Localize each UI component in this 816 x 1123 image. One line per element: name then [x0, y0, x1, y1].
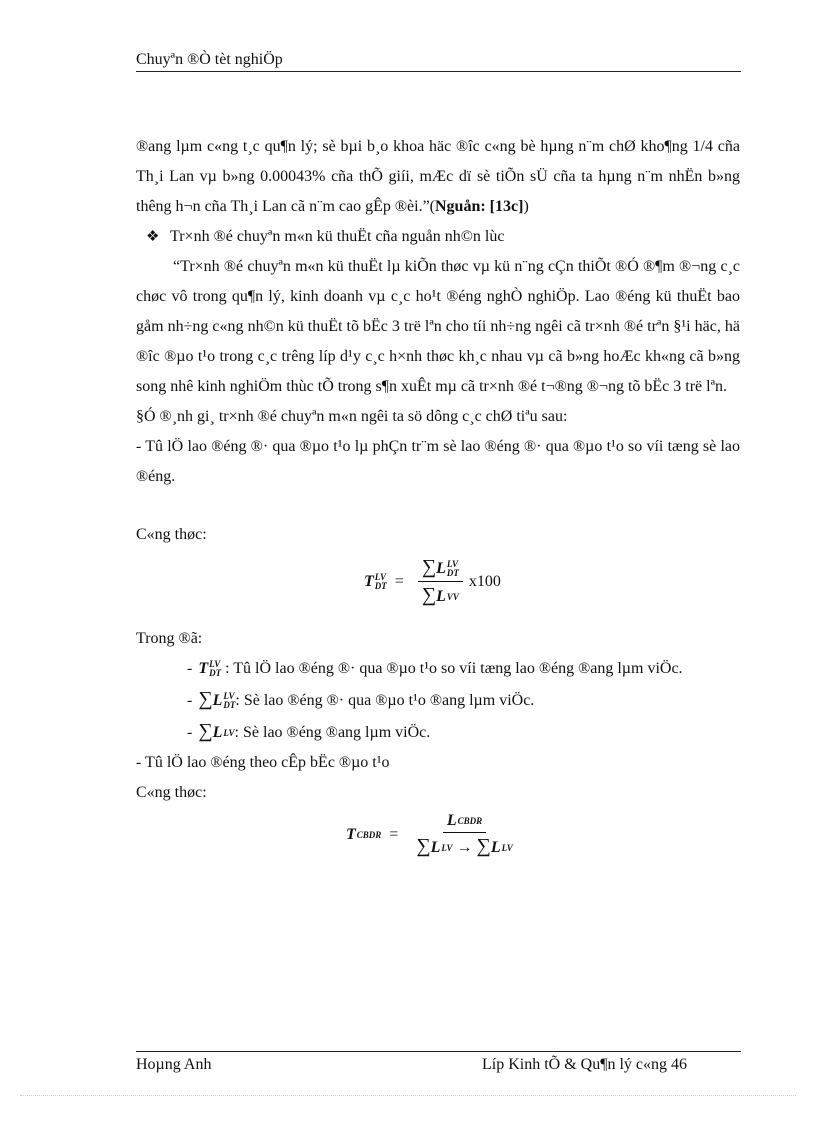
arrow-right-icon: → — [456, 839, 473, 856]
item-1-sup: LV — [209, 659, 221, 670]
formula-1-num-sub: DT — [446, 568, 459, 579]
formula-1-equals: = — [394, 572, 404, 590]
paragraph-3: §Ó ®¸nh gi¸ tr×nh ®é chuyªn m«n ngêi ta sö dông c¸c chØ tiªu sau: — [136, 408, 568, 425]
header-rule — [136, 71, 741, 72]
formula-1-label: C«ng thøc: — [136, 526, 207, 543]
formula-1-num-var: L — [436, 560, 446, 577]
footer-author: Hoµng Anh — [136, 1056, 212, 1073]
item-1-sub: DT — [209, 668, 222, 679]
definition-item-2 — [136, 684, 740, 716]
paragraph-1-end: ) — [523, 198, 529, 215]
sum-symbol: ∑ — [198, 720, 213, 742]
item-3-symbol: L — [212, 724, 223, 741]
page-body — [136, 132, 740, 882]
item-dash: - — [187, 692, 193, 709]
definition-item-3 — [136, 716, 740, 748]
item-3-sup: LV — [223, 727, 235, 738]
formula-1-fraction — [418, 556, 463, 607]
source-citation: Nguån: [13c] — [435, 198, 524, 215]
sum-symbol: ∑ — [421, 556, 437, 578]
formula-1-multiplier: x100 — [468, 572, 501, 590]
formula-1-lhs-sup: LV — [374, 571, 386, 582]
item-dash: - — [187, 724, 193, 741]
item-2-symbol: L — [212, 692, 223, 709]
formula-2-num-var: L — [446, 812, 457, 829]
item-2-text: : Sè lao ®éng ®· qua ®µo t¹o ®ang lµm viÖc. — [235, 692, 535, 709]
footer-class-page: Líp Kinh tÕ & Qu¶n lý c«ng 46 — [482, 1056, 688, 1073]
page-edge-divider — [20, 1095, 796, 1096]
section-bullet-text: Tr×nh ®é chuyªn m«n kü thuËt cña nguån nh©n lùc — [170, 228, 505, 245]
sum-symbol: ∑ — [421, 584, 437, 606]
item-3-text: : Sè lao ®éng ®ang lµm viÖc. — [234, 724, 431, 741]
formula-1-den-sup: VV — [446, 591, 459, 602]
paragraph-1-text: ®ang lµm c«ng t¸c qu¶n lý; sè bµi b¸o khoa häc ®îc c«ng bè hµng n¨m chØ kho¶ng 1/4 cña Th¸i Lan vµ b»ng 0.00043% cña thÕ giíi, mÆc dï sè tiÕn sÜ cña ta hµng n¨m nhËn b»ng thêng h¬n cña Th¸i Lan cã n¨m cao gÊp ®èi.”( — [136, 138, 740, 215]
sum-symbol: ∑ — [198, 688, 213, 710]
formula-2-lhs-sub: CBDR — [356, 829, 382, 840]
item-1-symbol: T — [198, 660, 209, 677]
formula-2-num-sub: CBDR — [457, 815, 483, 826]
item-1-text: : Tû lÖ lao ®éng ®· qua ®µo t¹o so víi tæng lao ®éng ®ang lµm viÖc. — [225, 660, 683, 677]
item-2-sub: DT — [223, 700, 236, 711]
formula-2 — [136, 808, 740, 882]
formula-1-lhs: T — [364, 572, 374, 590]
where-label: Trong ®ã: — [136, 630, 203, 647]
paragraph-1 — [136, 132, 740, 222]
formula-2-fraction — [412, 812, 516, 858]
formula-2-equals: = — [389, 826, 399, 843]
definition-item-1 — [136, 654, 740, 684]
formula-1-lhs-sub: DT — [374, 580, 387, 591]
formula-1-num-sup: LV — [446, 559, 459, 570]
sum-symbol: ∑ — [416, 835, 431, 857]
paragraph-4: - Tû lÖ lao ®éng ®· qua ®µo t¹o lµ phÇn tr¨m sè lao ®éng ®· qua ®µo t¹o so víi tæng sè lao ®éng. — [136, 438, 740, 485]
formula-2-lhs: T — [346, 826, 356, 843]
paragraph-2: “Tr×nh ®é chuyªn m«n kü thuËt lµ kiÕn thøc vµ kü n¨ng cÇn thiÕt ®Ó ®¶m ®¬ng c¸c chøc vô trong qu¶n lý, kinh doanh vµ c¸c ho¹t ®éng nghÒ nghiÖp. Lao ®éng kü thuËt bao gåm nh÷ng c«ng nh©n kü thuËt tõ bËc 3 trë lªn cho tíi nh÷ng ngêi cã tr×nh ®é trªn §¹i häc, hä ®îc ®µo t¹o trong c¸c trêng líp d¹y c¸c h×nh thøc kh¸c nhau vµ cã b»ng hoÆc kh«ng cã b»ng song nhê kinh nghiÖm thùc tÕ trong s¶n xuÊt mµ cã tr×nh ®é t¬®ng ®¬ng tõ bËc 3 trë lªn. — [136, 258, 740, 395]
formula-2-den-b-sub: LV — [501, 842, 513, 853]
paragraph-5: - Tû lÖ lao ®éng theo cÊp bËc ®µo t¹o — [136, 754, 390, 771]
item-dash: - — [187, 660, 193, 677]
section-bullet — [136, 222, 740, 252]
formula-2-label: C«ng thøc: — [136, 784, 207, 801]
item-2-sup: LV — [223, 691, 235, 702]
footer-rule — [136, 1051, 741, 1052]
formula-2-den-a-sub: LV — [441, 842, 453, 853]
formula-2-den-b: L — [490, 839, 501, 856]
formula-1 — [136, 550, 740, 624]
sum-symbol: ∑ — [476, 835, 491, 857]
formula-2-den-a: L — [430, 839, 441, 856]
formula-1-den-var: L — [436, 588, 446, 605]
running-header: Chuyªn ®Ò tèt nghiÖp — [136, 51, 283, 68]
diamond-bullet-icon: ❖ — [146, 229, 160, 245]
